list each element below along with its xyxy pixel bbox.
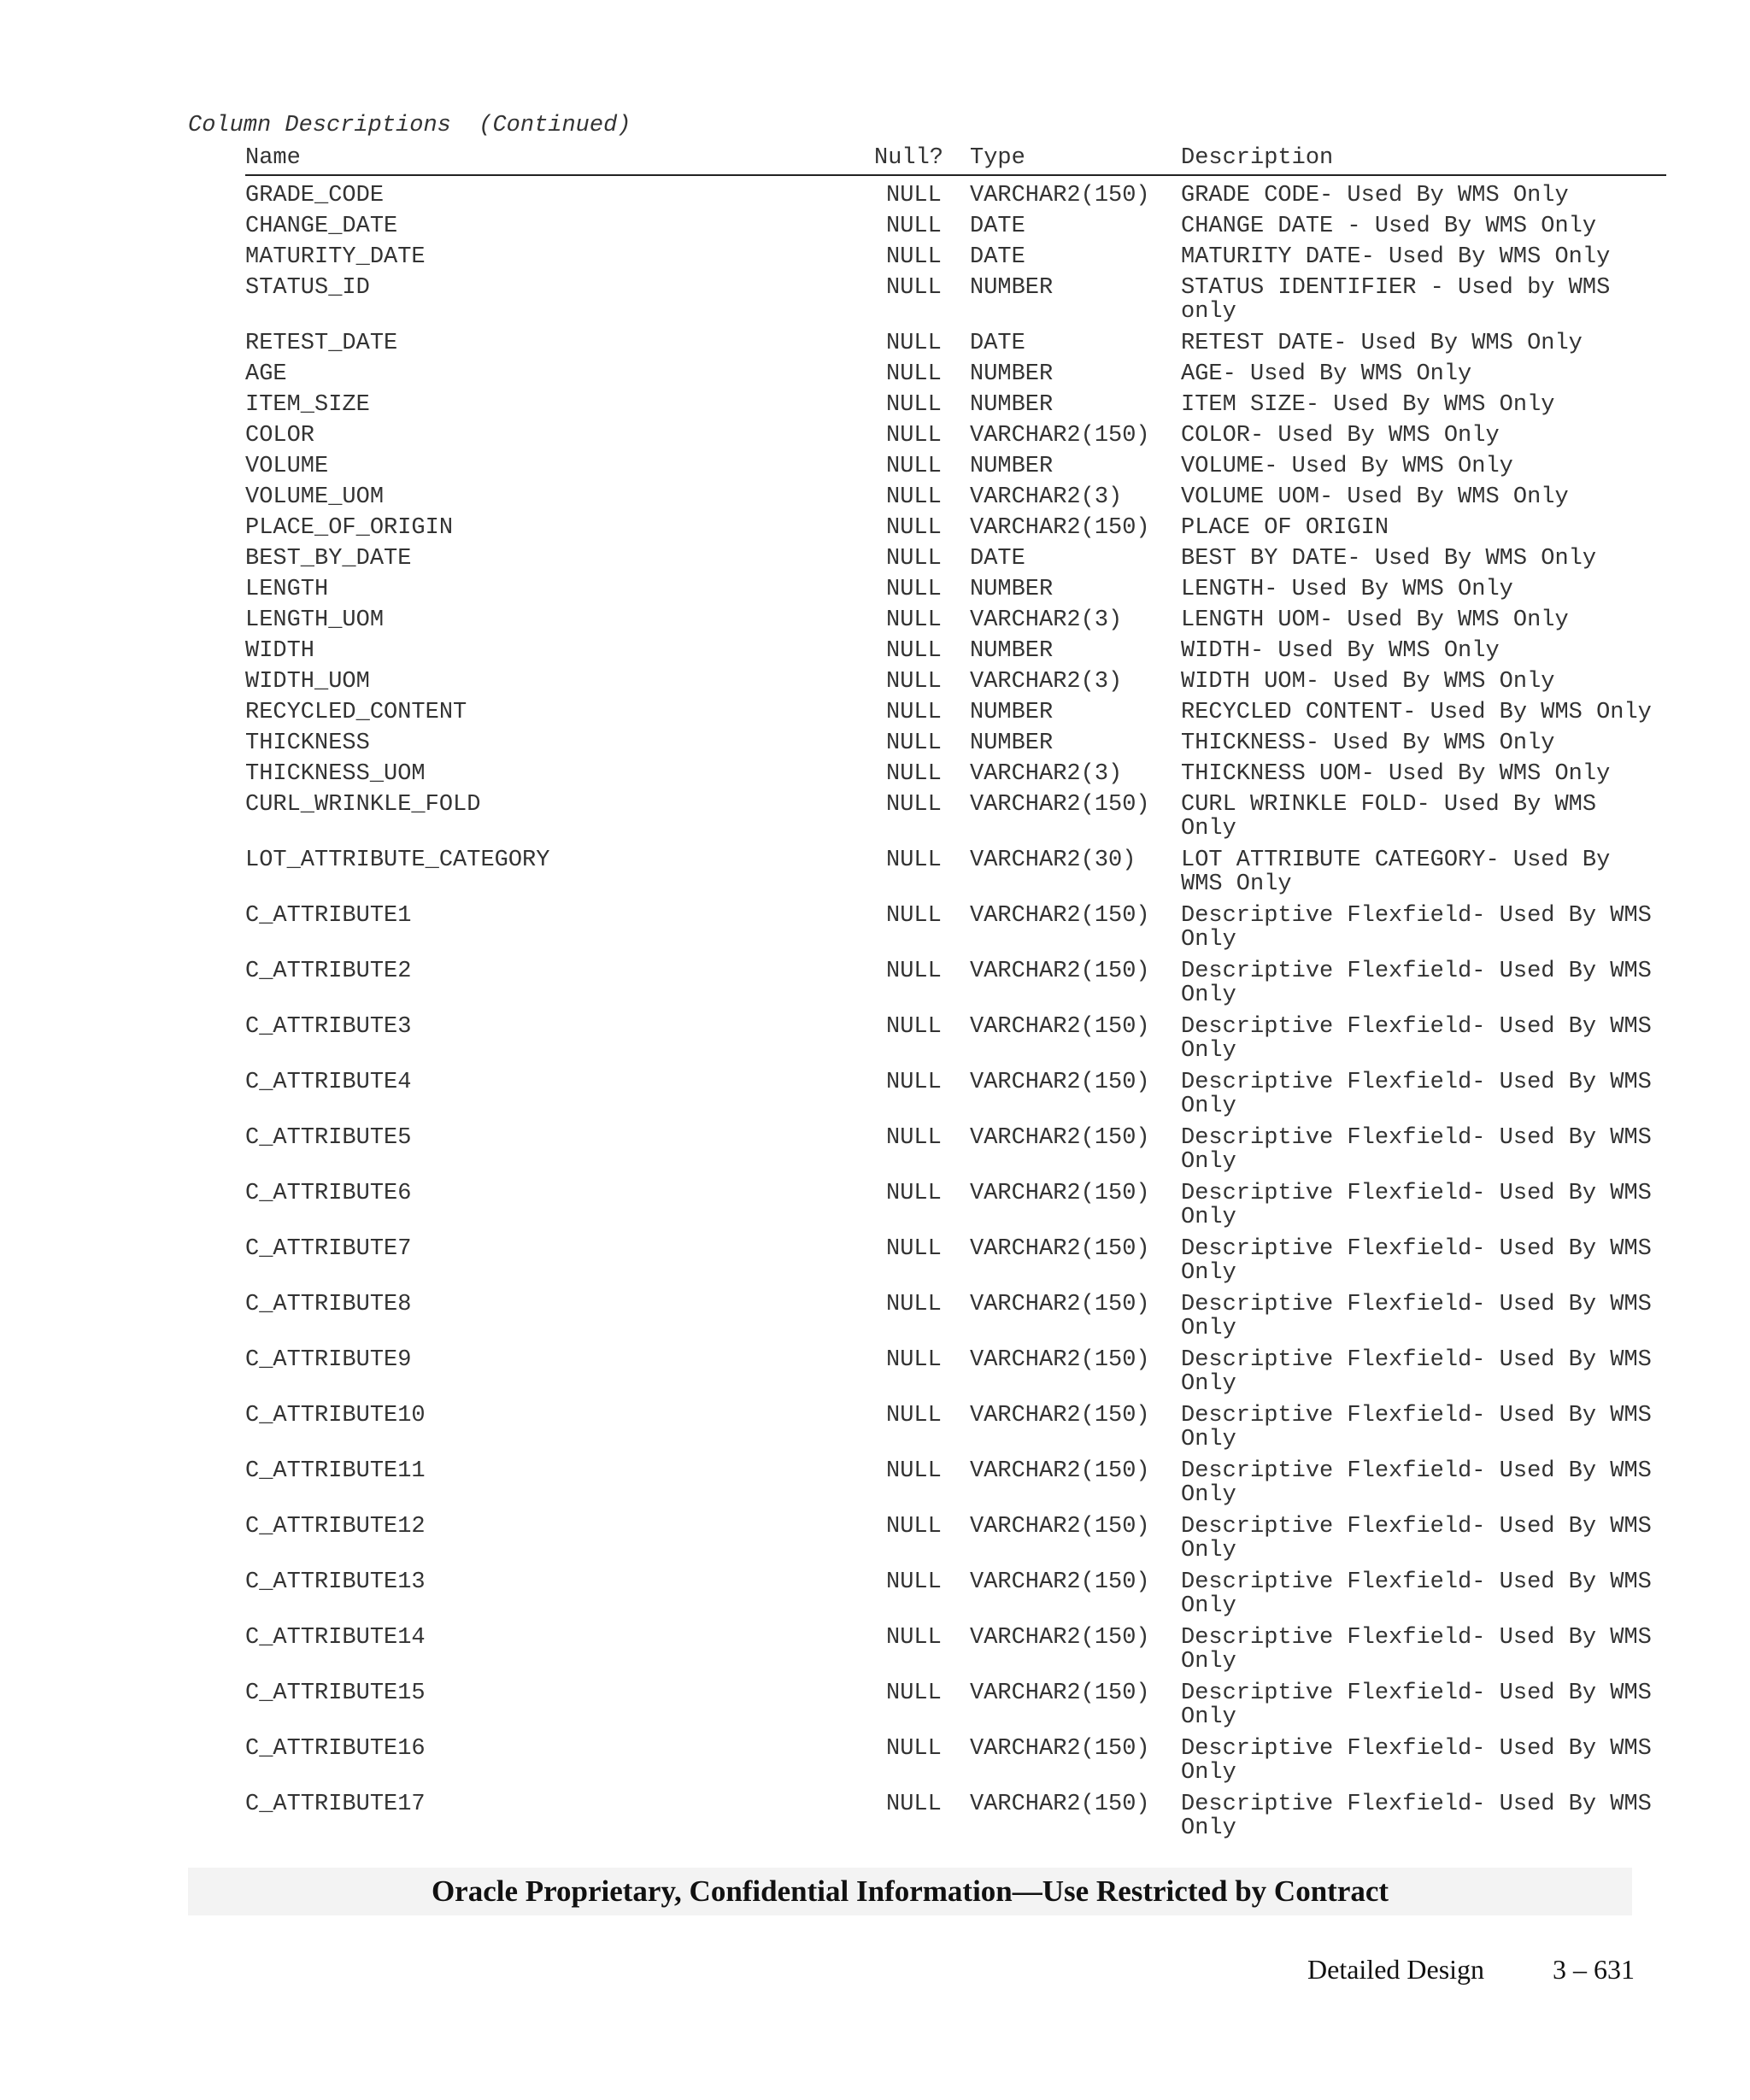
column-null: NULL [886,959,942,984]
column-description: CHANGE DATE - Used By WMS Only [1181,214,1597,239]
column-null: NULL [886,761,942,787]
confidential-notice: Oracle Proprietary, Confidential Information––Use Restricted by Contract [431,1874,1389,1908]
column-type: VARCHAR2(150) [970,515,1150,541]
table-row [245,331,1666,355]
column-type: VARCHAR2(150) [970,1347,1150,1373]
column-description: WIDTH UOM- Used By WMS Only [1181,669,1555,695]
column-name: C_ATTRIBUTE17 [245,1792,426,1817]
table-row [245,762,1666,786]
column-null: NULL [886,183,942,208]
column-name: CHANGE_DATE [245,214,398,239]
column-description: Descriptive Flexfield- Used By WMS Only [1181,959,1652,1008]
column-table [245,184,1666,1848]
column-description: THICKNESS UOM- Used By WMS Only [1181,761,1611,787]
column-description: BEST BY DATE- Used By WMS Only [1181,546,1597,572]
column-null: NULL [886,669,942,695]
column-description: ITEM SIZE- Used By WMS Only [1181,392,1555,418]
column-type: VARCHAR2(30) [970,848,1136,873]
header-type: Type [970,145,1025,171]
column-null: NULL [886,214,942,239]
column-name: WIDTH [245,638,315,664]
table-row [245,1071,1666,1118]
column-null: NULL [886,792,942,818]
table-row [245,1459,1666,1507]
column-type: NUMBER [970,361,1054,387]
column-description: MATURITY DATE- Used By WMS Only [1181,244,1611,270]
column-name: WIDTH_UOM [245,669,370,695]
caption-title: Column Descriptions [188,113,451,138]
table-row [245,731,1666,755]
table-row [245,1126,1666,1174]
table-row [245,547,1666,571]
column-name: C_ATTRIBUTE15 [245,1681,426,1706]
column-description: Descriptive Flexfield- Used By WMS Only [1181,1792,1652,1841]
header-description: Description [1181,145,1334,171]
column-type: VARCHAR2(150) [970,1514,1150,1540]
column-description: Descriptive Flexfield- Used By WMS Only [1181,1125,1652,1175]
column-name: C_ATTRIBUTE10 [245,1403,426,1428]
column-name: BEST_BY_DATE [245,546,412,572]
column-description: Descriptive Flexfield- Used By WMS Only [1181,903,1652,953]
table-row [245,1404,1666,1452]
column-null: NULL [886,361,942,387]
column-null: NULL [886,903,942,929]
column-name: C_ATTRIBUTE12 [245,1514,426,1540]
column-name: C_ATTRIBUTE3 [245,1014,412,1040]
column-type: VARCHAR2(150) [970,1792,1150,1817]
column-null: NULL [886,244,942,270]
column-description: CURL WRINKLE FOLD- Used By WMS Only [1181,792,1597,842]
column-type: NUMBER [970,275,1054,301]
column-type: VARCHAR2(150) [970,959,1150,984]
column-name: C_ATTRIBUTE6 [245,1181,412,1206]
column-description: Descriptive Flexfield- Used By WMS Only [1181,1514,1652,1563]
header-null: Null? [874,145,944,171]
table-row [245,485,1666,509]
header-name: Name [245,145,301,171]
table-row [245,670,1666,694]
column-description: LENGTH- Used By WMS Only [1181,577,1513,602]
column-name: C_ATTRIBUTE1 [245,903,412,929]
column-null: NULL [886,454,942,479]
table-row [245,1570,1666,1618]
column-description: STATUS IDENTIFIER - Used by WMS only [1181,275,1611,325]
column-description: Descriptive Flexfield- Used By WMS Only [1181,1625,1652,1675]
table-row [245,362,1666,386]
column-type: NUMBER [970,454,1054,479]
column-null: NULL [886,1403,942,1428]
table-row [245,1681,1666,1729]
column-description: Descriptive Flexfield- Used By WMS Only [1181,1070,1652,1119]
column-type: VARCHAR2(150) [970,423,1150,449]
table-row [245,1626,1666,1674]
column-description: VOLUME- Used By WMS Only [1181,454,1513,479]
column-name: PLACE_OF_ORIGIN [245,515,454,541]
column-null: NULL [886,848,942,873]
table-row [245,848,1666,896]
column-type: VARCHAR2(150) [970,1181,1150,1206]
column-type: VARCHAR2(150) [970,1458,1150,1484]
table-row [245,455,1666,478]
column-description: Descriptive Flexfield- Used By WMS Only [1181,1569,1652,1619]
column-name: C_ATTRIBUTE2 [245,959,412,984]
column-null: NULL [886,392,942,418]
column-null: NULL [886,607,942,633]
column-type: NUMBER [970,392,1054,418]
column-null: NULL [886,1236,942,1262]
table-row [245,639,1666,663]
table-row [245,1182,1666,1229]
column-name: C_ATTRIBUTE9 [245,1347,412,1373]
section-name: Detailed Design [1307,1954,1485,1985]
table-row [245,1737,1666,1785]
column-name: VOLUME_UOM [245,484,385,510]
column-null: NULL [886,1681,942,1706]
column-name: C_ATTRIBUTE4 [245,1070,412,1095]
column-description: RETEST DATE- Used By WMS Only [1181,331,1583,356]
column-type: DATE [970,546,1025,572]
column-name: C_ATTRIBUTE8 [245,1292,412,1317]
column-name: RETEST_DATE [245,331,398,356]
table-header [245,144,1666,176]
column-null: NULL [886,1625,942,1651]
column-null: NULL [886,638,942,664]
column-type: DATE [970,331,1025,356]
table-row [245,393,1666,417]
column-null: NULL [886,1125,942,1151]
column-type: VARCHAR2(150) [970,1403,1150,1428]
column-name: THICKNESS_UOM [245,761,426,787]
column-type: VARCHAR2(3) [970,484,1123,510]
column-null: NULL [886,1181,942,1206]
column-type: NUMBER [970,730,1054,756]
column-description: RECYCLED CONTENT- Used By WMS Only [1181,700,1652,725]
column-name: STATUS_ID [245,275,370,301]
column-description: VOLUME UOM- Used By WMS Only [1181,484,1569,510]
column-name: COLOR [245,423,315,449]
column-name: MATURITY_DATE [245,244,426,270]
column-name: VOLUME [245,454,329,479]
table-row [245,1792,1666,1840]
column-description: Descriptive Flexfield- Used By WMS Only [1181,1181,1652,1230]
column-null: NULL [886,484,942,510]
table-row [245,1237,1666,1285]
column-name: GRADE_CODE [245,183,385,208]
column-description: Descriptive Flexfield- Used By WMS Only [1181,1736,1652,1786]
column-name: RECYCLED_CONTENT [245,700,467,725]
column-null: NULL [886,1569,942,1595]
column-type: NUMBER [970,700,1054,725]
column-null: NULL [886,1514,942,1540]
column-name: LOT_ATTRIBUTE_CATEGORY [245,848,550,873]
column-type: VARCHAR2(150) [970,1292,1150,1317]
column-null: NULL [886,730,942,756]
table-row [245,1348,1666,1396]
column-type: VARCHAR2(150) [970,1569,1150,1595]
column-name: C_ATTRIBUTE5 [245,1125,412,1151]
table-row [245,245,1666,269]
column-null: NULL [886,1792,942,1817]
column-null: NULL [886,1014,942,1040]
column-type: DATE [970,214,1025,239]
column-name: LENGTH [245,577,329,602]
column-description: AGE- Used By WMS Only [1181,361,1472,387]
table-row [245,424,1666,448]
column-type: VARCHAR2(150) [970,1625,1150,1651]
column-name: C_ATTRIBUTE14 [245,1625,426,1651]
column-null: NULL [886,700,942,725]
column-type: VARCHAR2(150) [970,183,1150,208]
table-caption [188,113,631,138]
table-row [245,701,1666,724]
table-row [245,904,1666,952]
column-name: C_ATTRIBUTE7 [245,1236,412,1262]
column-description: Descriptive Flexfield- Used By WMS Only [1181,1292,1652,1341]
column-name: ITEM_SIZE [245,392,370,418]
column-description: Descriptive Flexfield- Used By WMS Only [1181,1347,1652,1397]
column-null: NULL [886,577,942,602]
table-row [245,1015,1666,1063]
column-name: C_ATTRIBUTE16 [245,1736,426,1762]
column-type: VARCHAR2(150) [970,1070,1150,1095]
table-row [245,184,1666,208]
column-description: Descriptive Flexfield- Used By WMS Only [1181,1681,1652,1730]
column-null: NULL [886,1070,942,1095]
column-type: VARCHAR2(150) [970,1736,1150,1762]
column-null: NULL [886,423,942,449]
confidential-banner [188,1868,1632,1915]
column-description: LENGTH UOM- Used By WMS Only [1181,607,1569,633]
column-type: VARCHAR2(150) [970,903,1150,929]
table-row [245,276,1666,324]
column-description: Descriptive Flexfield- Used By WMS Only [1181,1014,1652,1064]
table-row [245,516,1666,540]
column-null: NULL [886,515,942,541]
column-description: Descriptive Flexfield- Used By WMS Only [1181,1458,1652,1508]
column-description: COLOR- Used By WMS Only [1181,423,1500,449]
column-type: VARCHAR2(150) [970,1236,1150,1262]
column-null: NULL [886,275,942,301]
table-row [245,959,1666,1007]
table-row [245,608,1666,632]
column-null: NULL [886,1347,942,1373]
column-name: THICKNESS [245,730,370,756]
column-description: THICKNESS- Used By WMS Only [1181,730,1555,756]
column-type: VARCHAR2(3) [970,761,1123,787]
column-type: VARCHAR2(150) [970,1125,1150,1151]
column-type: VARCHAR2(150) [970,792,1150,818]
column-null: NULL [886,1458,942,1484]
column-type: NUMBER [970,638,1054,664]
column-description: Descriptive Flexfield- Used By WMS Only [1181,1403,1652,1452]
column-name: LENGTH_UOM [245,607,385,633]
column-description: WIDTH- Used By WMS Only [1181,638,1500,664]
table-row [245,793,1666,841]
page-number: 3 – 631 [1553,1954,1635,1985]
column-description: GRADE CODE- Used By WMS Only [1181,183,1569,208]
column-type: NUMBER [970,577,1054,602]
column-type: VARCHAR2(3) [970,669,1123,695]
column-null: NULL [886,1292,942,1317]
column-description: Descriptive Flexfield- Used By WMS Only [1181,1236,1652,1286]
column-type: VARCHAR2(3) [970,607,1123,633]
column-null: NULL [886,546,942,572]
table-row [245,1293,1666,1340]
column-name: AGE [245,361,287,387]
table-row [245,1515,1666,1563]
column-null: NULL [886,1736,942,1762]
column-description: PLACE OF ORIGIN [1181,515,1389,541]
column-type: DATE [970,244,1025,270]
column-name: C_ATTRIBUTE11 [245,1458,426,1484]
table-row [245,214,1666,238]
column-type: VARCHAR2(150) [970,1681,1150,1706]
column-name: C_ATTRIBUTE13 [245,1569,426,1595]
table-row [245,578,1666,601]
column-type: VARCHAR2(150) [970,1014,1150,1040]
column-null: NULL [886,331,942,356]
column-description: LOT ATTRIBUTE CATEGORY- Used By WMS Only [1181,848,1611,897]
caption-continued: (Continued) [479,113,631,138]
column-name: CURL_WRINKLE_FOLD [245,792,481,818]
